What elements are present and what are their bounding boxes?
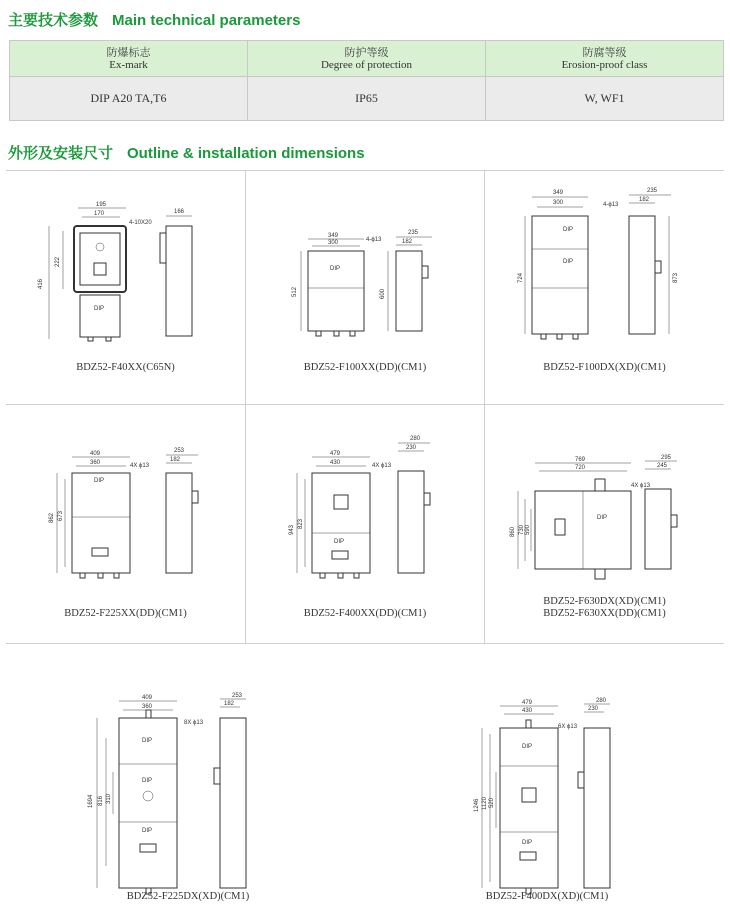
dim-h3: 310 bbox=[106, 793, 112, 804]
dim-h3: 590 bbox=[525, 524, 531, 535]
dim-s2: 230 bbox=[406, 445, 417, 451]
dim-s1: 235 bbox=[647, 188, 658, 194]
dim-w2: 300 bbox=[328, 240, 339, 246]
dim-holes: 4X ϕ13 bbox=[130, 463, 150, 469]
dip-label: DIP bbox=[597, 515, 608, 521]
dip-label: DIP bbox=[330, 266, 341, 272]
dim-w2: 360 bbox=[142, 704, 153, 710]
dim-holes: 4X ϕ13 bbox=[372, 463, 392, 469]
dim-w1: 409 bbox=[142, 695, 153, 701]
dim-h2: 816 bbox=[98, 795, 104, 806]
dim-s1: 253 bbox=[232, 693, 243, 699]
dim-h2: 600 bbox=[380, 288, 386, 299]
drawing-bdz52-f400xx bbox=[246, 405, 484, 643]
drawing-caption: BDZ52-F630XX(DD)(CM1) bbox=[543, 608, 666, 619]
dim-h1: 724 bbox=[518, 272, 524, 283]
params-value-row bbox=[10, 77, 724, 121]
dip-label: DIP bbox=[563, 259, 574, 265]
dim-w1: 409 bbox=[90, 451, 101, 457]
drawing-bdz52-f100dx bbox=[485, 171, 724, 404]
drawing-caption: BDZ52-F225DX(XD)(CM1) bbox=[126, 891, 250, 902]
dim-s2: 245 bbox=[657, 463, 668, 469]
dip-label: DIP bbox=[522, 744, 533, 750]
header-ex-mark: 防爆标志 Ex-mark bbox=[10, 41, 248, 77]
dim-h1: 512 bbox=[292, 286, 298, 297]
dim-h1: 1694 bbox=[88, 794, 94, 808]
dim-h2: 1120 bbox=[482, 797, 488, 810]
dim-s1: 280 bbox=[410, 436, 421, 442]
outline-drawing bbox=[6, 644, 370, 912]
dip-label: DIP bbox=[522, 840, 533, 846]
params-title-en: Main technical parameters bbox=[112, 12, 301, 29]
dim-h2: 673 bbox=[58, 510, 64, 521]
dim-holes: 4X ϕ13 bbox=[631, 483, 651, 489]
dim-h2: 730 bbox=[519, 524, 525, 535]
dim-w2: 360 bbox=[90, 460, 101, 466]
dim-w2: 430 bbox=[522, 708, 533, 714]
dim-s1: 253 bbox=[174, 448, 185, 454]
dim-w1: 349 bbox=[553, 190, 564, 196]
dip-label: DIP bbox=[94, 306, 105, 312]
drawing-caption: BDZ52-F630DX(XD)(CM1) bbox=[543, 596, 666, 607]
outline-title-en: Outline & installation dimensions bbox=[127, 145, 365, 162]
dim-w2: 720 bbox=[575, 465, 586, 471]
dim-side: 166 bbox=[174, 209, 185, 215]
dim-h1: 943 bbox=[289, 524, 295, 535]
dim-holes: 6X ϕ13 bbox=[558, 724, 578, 730]
dim-s2: 182 bbox=[224, 701, 235, 707]
dim-w1: 195 bbox=[96, 202, 107, 208]
dip-label: DIP bbox=[142, 778, 153, 784]
dim-h2: 222 bbox=[55, 256, 61, 267]
dip-label: DIP bbox=[142, 828, 153, 834]
drawing-bdz52-f400dx bbox=[370, 644, 724, 912]
dim-holes: 8X ϕ13 bbox=[184, 720, 204, 726]
dim-h1: 416 bbox=[38, 278, 44, 289]
dim-h1: 862 bbox=[49, 512, 55, 523]
header-erosion: 防腐等级 Erosion-proof class bbox=[486, 41, 724, 77]
dim-s1: 295 bbox=[661, 455, 672, 461]
drawing-caption: BDZ52-F40XX(C65N) bbox=[76, 362, 175, 373]
dim-w1: 479 bbox=[330, 451, 341, 457]
params-header-row bbox=[10, 41, 724, 77]
drawing-caption: BDZ52-F400XX(DD)(CM1) bbox=[303, 608, 427, 619]
dim-s1: 235 bbox=[408, 230, 419, 236]
dim-s2: 182 bbox=[402, 239, 413, 245]
header-protection: 防护等级 Degree of protection bbox=[248, 41, 486, 77]
dim-w2: 170 bbox=[94, 211, 105, 217]
drawing-bdz52-f225dx bbox=[6, 644, 370, 912]
value-ex-mark: DIP A20 TA,T6 bbox=[10, 77, 248, 121]
dim-w2: 300 bbox=[553, 200, 564, 206]
dim-holes: 4-ϕ13 bbox=[366, 237, 382, 243]
drawing-bdz52-f225xx bbox=[6, 405, 245, 643]
dim-w1: 349 bbox=[328, 233, 339, 239]
dim-h2: 823 bbox=[298, 518, 304, 529]
dip-label: DIP bbox=[142, 738, 153, 744]
outline-drawing bbox=[370, 644, 724, 912]
params-title-cn: 主要技术参数 bbox=[8, 12, 99, 29]
dim-w1: 769 bbox=[575, 457, 586, 463]
dim-h1: 860 bbox=[510, 526, 516, 537]
drawing-caption: BDZ52-F225XX(DD)(CM1) bbox=[64, 608, 187, 619]
drawing-bdz52-f40xx bbox=[6, 171, 245, 404]
dim-h2: 873 bbox=[673, 272, 679, 283]
dim-h3: 520 bbox=[489, 797, 495, 808]
drawing-caption: BDZ52-F100XX(DD)(CM1) bbox=[303, 362, 427, 373]
params-section-title bbox=[8, 9, 300, 30]
dim-s2: 230 bbox=[588, 706, 599, 712]
outline-section-title bbox=[8, 142, 365, 163]
drawing-caption: BDZ52-F100DX(XD)(CM1) bbox=[543, 362, 666, 373]
drawing-bdz52-f100xx bbox=[246, 171, 484, 404]
drawing-caption: BDZ52-F400DX(XD)(CM1) bbox=[485, 891, 609, 902]
outline-title-cn: 外形及安装尺寸 bbox=[8, 145, 114, 162]
dim-w2: 430 bbox=[330, 460, 341, 466]
dim-s1: 280 bbox=[596, 698, 607, 704]
dip-label: DIP bbox=[334, 539, 345, 545]
dim-s2: 182 bbox=[639, 197, 650, 203]
dip-label: DIP bbox=[563, 227, 574, 233]
dim-holes: 4-ϕ13 bbox=[603, 202, 619, 208]
value-protection: IP65 bbox=[248, 77, 486, 121]
dip-label: DIP bbox=[94, 478, 105, 484]
dim-h1: 1246 bbox=[474, 798, 480, 812]
dim-w1: 479 bbox=[522, 700, 533, 706]
value-erosion: W, WF1 bbox=[486, 77, 724, 121]
drawing-bdz52-f630dx bbox=[485, 405, 724, 643]
params-table bbox=[9, 40, 724, 121]
dim-s2: 182 bbox=[170, 457, 181, 463]
dim-holes: 4-10X20 bbox=[129, 220, 152, 226]
